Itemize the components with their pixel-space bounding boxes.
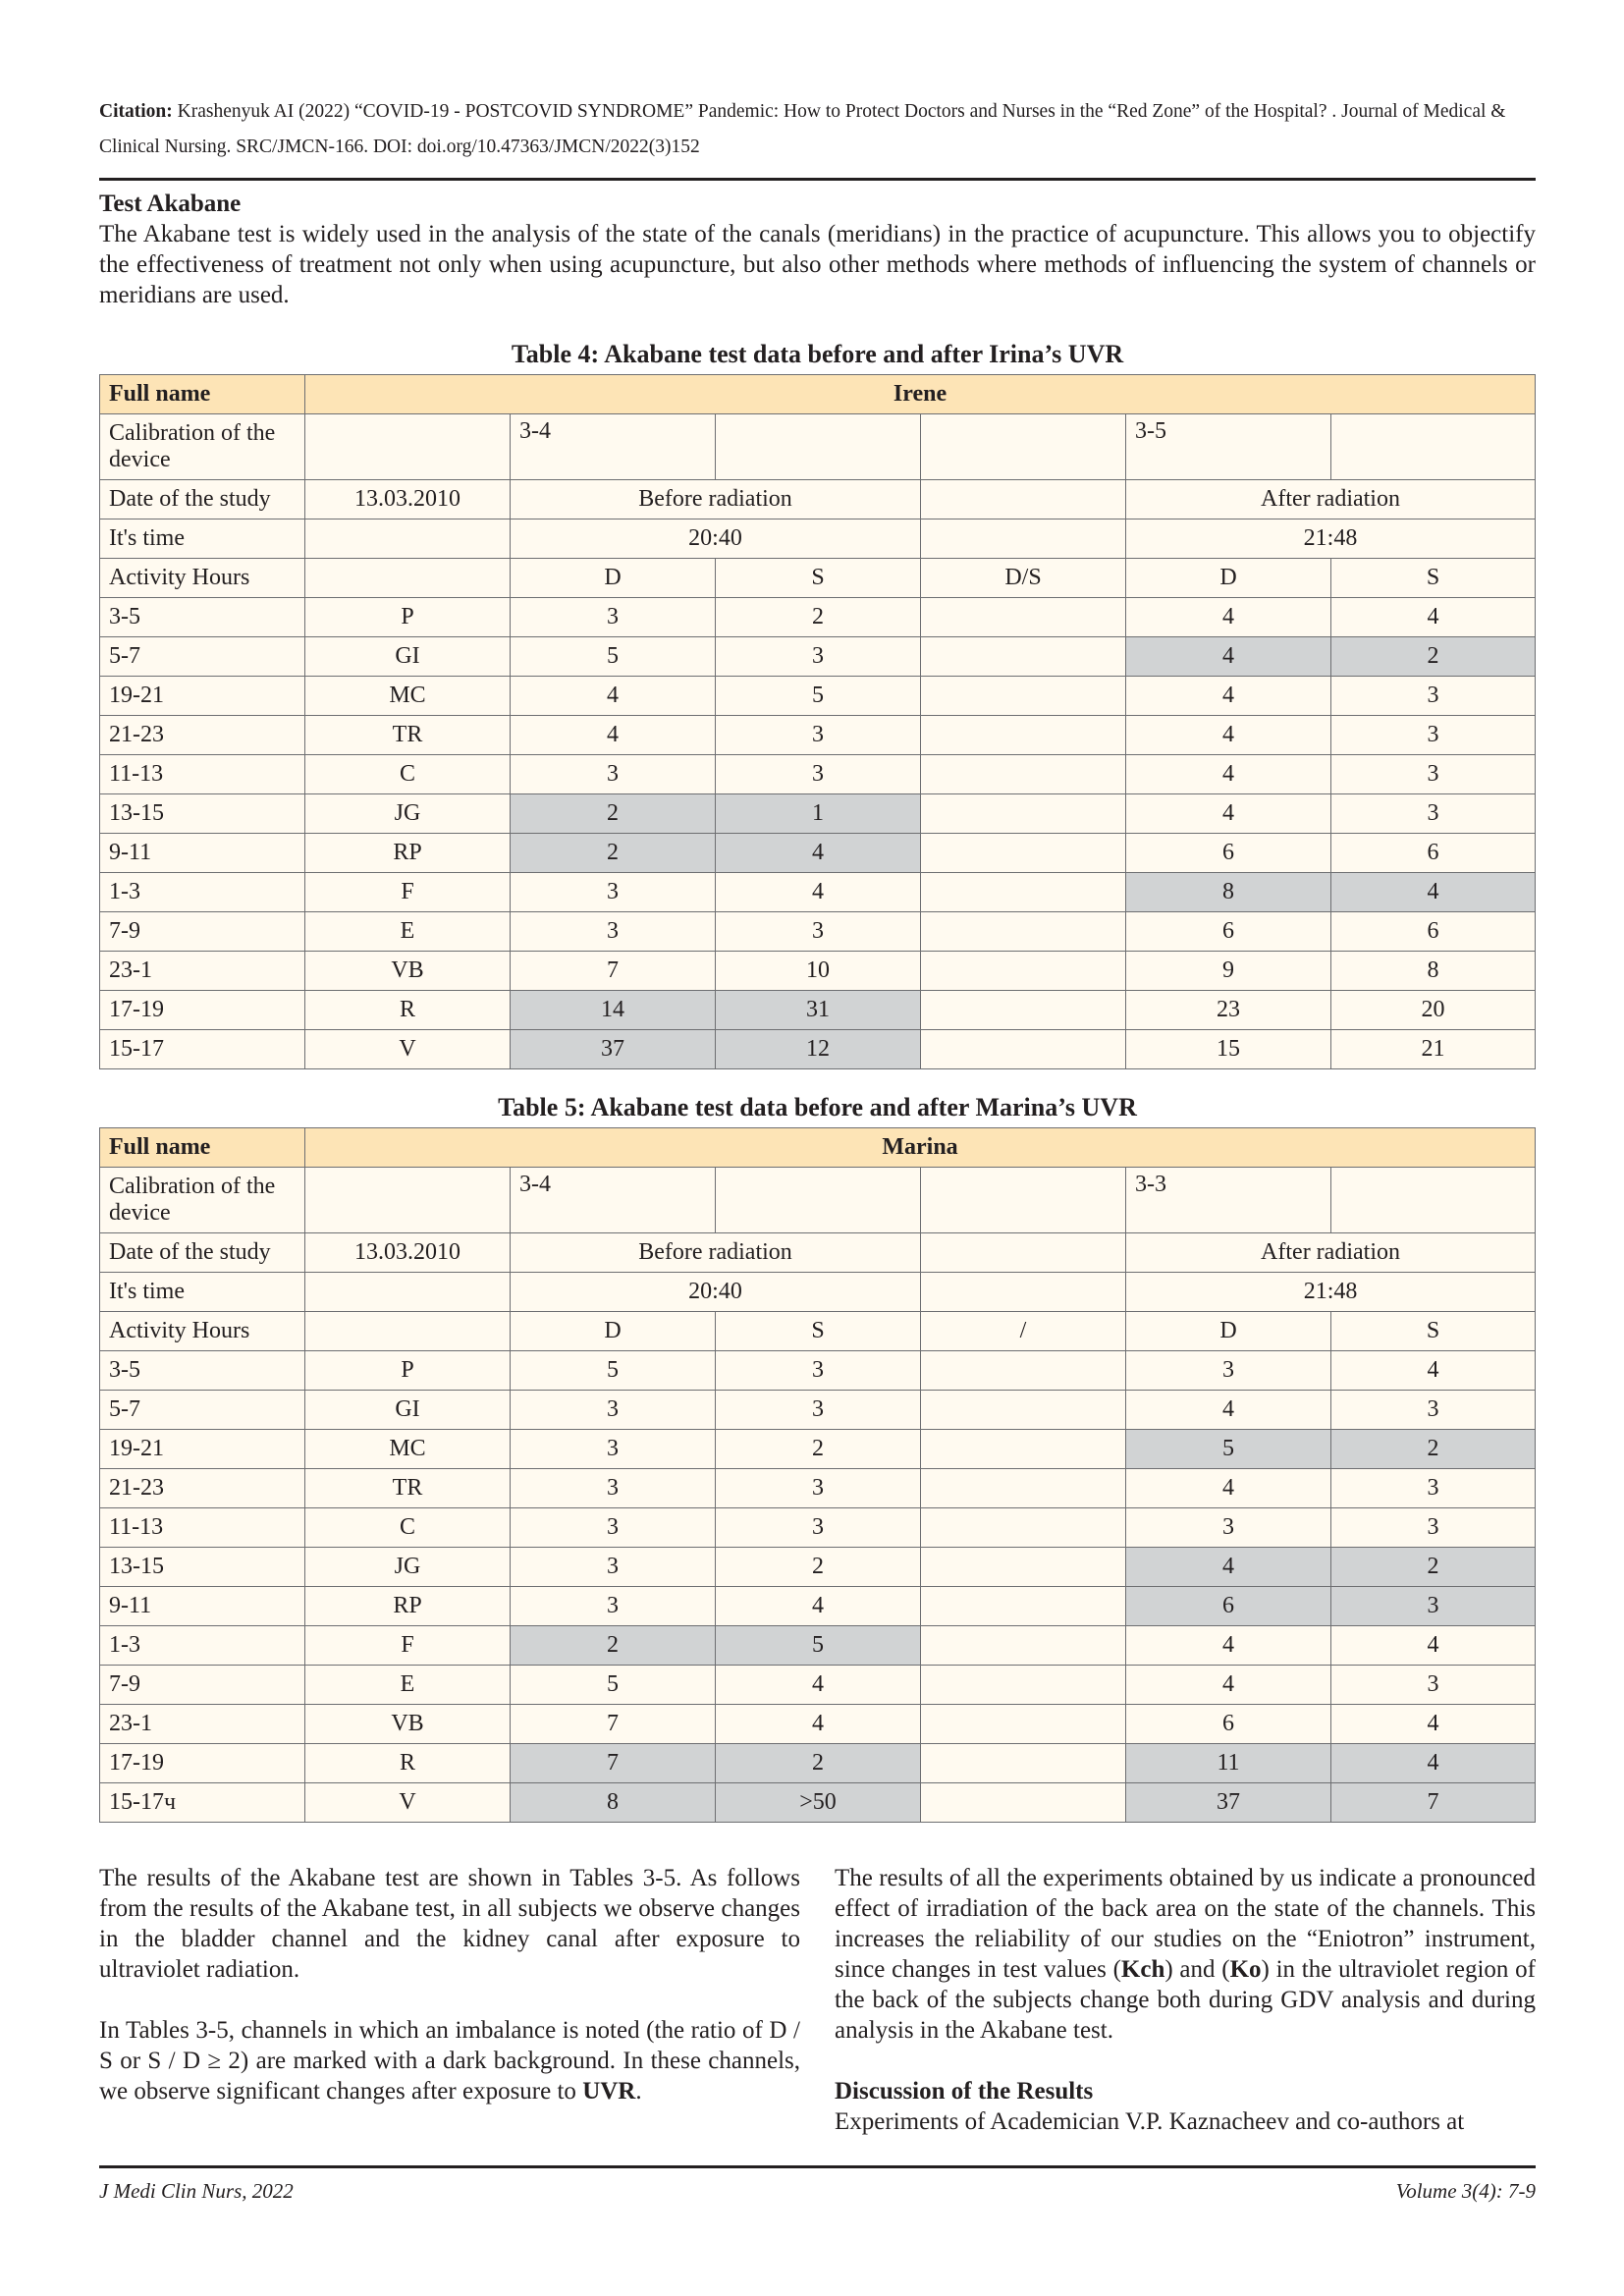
d-before-cell: 3 bbox=[511, 755, 716, 794]
s-before-cell: 10 bbox=[716, 952, 921, 991]
hours-cell: 17-19 bbox=[100, 991, 305, 1030]
d-after-cell: 11 bbox=[1126, 1744, 1331, 1783]
d-after-cell: 4 bbox=[1126, 1626, 1331, 1666]
hours-cell: 15-17 bbox=[100, 1030, 305, 1069]
d-before-cell: 2 bbox=[511, 834, 716, 873]
before-radiation-label: Before radiation bbox=[511, 1233, 921, 1273]
study-date: 13.03.2010 bbox=[305, 480, 511, 519]
channel-cell: E bbox=[305, 912, 511, 952]
date-row bbox=[100, 1233, 1536, 1273]
conclusion-paragraph bbox=[835, 1863, 1536, 2046]
citation-label: Citation: bbox=[99, 101, 173, 122]
calibration-after: 3-5 bbox=[1126, 414, 1331, 480]
imbalance-paragraph bbox=[99, 2015, 800, 2106]
d-before-cell: 7 bbox=[511, 952, 716, 991]
calibration-row bbox=[100, 1168, 1536, 1233]
date-label: Date of the study bbox=[100, 480, 305, 519]
s-after-cell: 4 bbox=[1331, 1705, 1536, 1744]
hours-cell: 19-21 bbox=[100, 677, 305, 716]
s-before-cell: 2 bbox=[716, 1548, 921, 1587]
table-row bbox=[100, 1469, 1536, 1508]
hours-cell: 11-13 bbox=[100, 1508, 305, 1548]
table4-header-row bbox=[100, 375, 1536, 414]
s-before-cell: 2 bbox=[716, 1430, 921, 1469]
d-after-cell: 8 bbox=[1126, 873, 1331, 912]
s-before-cell: 3 bbox=[716, 1469, 921, 1508]
section-title: Test Akabane bbox=[99, 191, 242, 217]
table-row bbox=[100, 1626, 1536, 1666]
channel-cell: TR bbox=[305, 1469, 511, 1508]
channel-cell: F bbox=[305, 1626, 511, 1666]
conclusion-text-b: ) and ( bbox=[1164, 1956, 1230, 1983]
channel-cell: JG bbox=[305, 794, 511, 834]
calibration-label: Calibration of the device bbox=[100, 414, 305, 480]
s-before-cell: 2 bbox=[716, 1744, 921, 1783]
results-paragraph: The results of the Akabane test are shown in Tables 3-5. As follows from the results of the Akabane test, in all subjects we observe changes in the bladder channel and the kidney canal after exposure to ultraviolet radiation. bbox=[99, 1865, 800, 1983]
table-row bbox=[100, 637, 1536, 677]
hours-cell: 5-7 bbox=[100, 637, 305, 677]
channel-cell: V bbox=[305, 1030, 511, 1069]
table-row bbox=[100, 598, 1536, 637]
s-after-cell: 4 bbox=[1331, 873, 1536, 912]
d-before-cell: 3 bbox=[511, 1469, 716, 1508]
hours-cell: 3-5 bbox=[100, 1351, 305, 1391]
full-name-label: Full name bbox=[100, 375, 305, 414]
col-d-before: D bbox=[511, 559, 716, 598]
table-row bbox=[100, 1666, 1536, 1705]
d-before-cell: 3 bbox=[511, 873, 716, 912]
d-before-cell: 5 bbox=[511, 1351, 716, 1391]
d-after-cell: 4 bbox=[1126, 677, 1331, 716]
d-before-cell: 37 bbox=[511, 1030, 716, 1069]
table-row bbox=[100, 1587, 1536, 1626]
channel-cell: RP bbox=[305, 834, 511, 873]
table5 bbox=[99, 1127, 1536, 1823]
s-after-cell: 3 bbox=[1331, 1508, 1536, 1548]
s-after-cell: 4 bbox=[1331, 1351, 1536, 1391]
d-after-cell: 4 bbox=[1126, 1469, 1331, 1508]
table-row bbox=[100, 1351, 1536, 1391]
table-row bbox=[100, 1508, 1536, 1548]
s-after-cell: 3 bbox=[1331, 1469, 1536, 1508]
table-row bbox=[100, 1744, 1536, 1783]
col-s-after: S bbox=[1331, 559, 1536, 598]
s-after-cell: 4 bbox=[1331, 1744, 1536, 1783]
s-before-cell: 3 bbox=[716, 1391, 921, 1430]
col-ds: / bbox=[921, 1312, 1126, 1351]
s-after-cell: 3 bbox=[1331, 677, 1536, 716]
time-label: It's time bbox=[100, 1273, 305, 1312]
discussion-heading: Discussion of the Results bbox=[835, 2078, 1094, 2105]
col-d-after: D bbox=[1126, 559, 1331, 598]
d-before-cell: 8 bbox=[511, 1783, 716, 1823]
s-after-cell: 7 bbox=[1331, 1783, 1536, 1823]
channel-cell: C bbox=[305, 1508, 511, 1548]
table-row bbox=[100, 1030, 1536, 1069]
after-radiation-label: After radiation bbox=[1126, 1233, 1536, 1273]
hours-cell: 23-1 bbox=[100, 1705, 305, 1744]
s-before-cell: >50 bbox=[716, 1783, 921, 1823]
s-before-cell: 5 bbox=[716, 1626, 921, 1666]
hours-cell: 3-5 bbox=[100, 598, 305, 637]
d-after-cell: 4 bbox=[1126, 755, 1331, 794]
d-before-cell: 3 bbox=[511, 1587, 716, 1626]
d-before-cell: 5 bbox=[511, 637, 716, 677]
channel-cell: RP bbox=[305, 1587, 511, 1626]
hours-cell: 17-19 bbox=[100, 1744, 305, 1783]
time-before: 20:40 bbox=[511, 1273, 921, 1312]
intro-section bbox=[99, 189, 1536, 310]
d-after-cell: 4 bbox=[1126, 794, 1331, 834]
left-column bbox=[99, 1863, 800, 2106]
d-before-cell: 7 bbox=[511, 1705, 716, 1744]
channel-cell: VB bbox=[305, 952, 511, 991]
s-before-cell: 4 bbox=[716, 834, 921, 873]
right-column bbox=[835, 1863, 1536, 2137]
after-radiation-label: After radiation bbox=[1126, 480, 1536, 519]
s-after-cell: 3 bbox=[1331, 1666, 1536, 1705]
s-after-cell: 2 bbox=[1331, 1548, 1536, 1587]
hours-cell: 15-17ч bbox=[100, 1783, 305, 1823]
d-after-cell: 3 bbox=[1126, 1508, 1331, 1548]
table-row bbox=[100, 1548, 1536, 1587]
table-row bbox=[100, 716, 1536, 755]
col-s-before: S bbox=[716, 1312, 921, 1351]
full-name-label: Full name bbox=[100, 1128, 305, 1168]
d-after-cell: 6 bbox=[1126, 912, 1331, 952]
channel-cell: P bbox=[305, 598, 511, 637]
calibration-row bbox=[100, 414, 1536, 480]
s-after-cell: 4 bbox=[1331, 598, 1536, 637]
col-s-after: S bbox=[1331, 1312, 1536, 1351]
time-row bbox=[100, 519, 1536, 559]
hours-cell: 21-23 bbox=[100, 1469, 305, 1508]
hours-cell: 7-9 bbox=[100, 912, 305, 952]
s-after-cell: 3 bbox=[1331, 794, 1536, 834]
d-after-cell: 6 bbox=[1126, 1705, 1331, 1744]
channel-cell: E bbox=[305, 1666, 511, 1705]
d-after-cell: 4 bbox=[1126, 598, 1331, 637]
hours-cell: 13-15 bbox=[100, 794, 305, 834]
s-after-cell: 4 bbox=[1331, 1626, 1536, 1666]
s-before-cell: 3 bbox=[716, 637, 921, 677]
s-after-cell: 8 bbox=[1331, 952, 1536, 991]
time-after: 21:48 bbox=[1126, 1273, 1536, 1312]
d-after-cell: 5 bbox=[1126, 1430, 1331, 1469]
hours-cell: 7-9 bbox=[100, 1666, 305, 1705]
col-ds: D/S bbox=[921, 559, 1126, 598]
d-after-cell: 4 bbox=[1126, 716, 1331, 755]
d-before-cell: 3 bbox=[511, 1430, 716, 1469]
uvr-term: UVR bbox=[582, 2078, 636, 2105]
hours-cell: 19-21 bbox=[100, 1430, 305, 1469]
s-after-cell: 21 bbox=[1331, 1030, 1536, 1069]
hours-cell: 1-3 bbox=[100, 1626, 305, 1666]
s-before-cell: 31 bbox=[716, 991, 921, 1030]
d-after-cell: 15 bbox=[1126, 1030, 1331, 1069]
activity-hours-label: Activity Hours bbox=[100, 559, 305, 598]
channel-cell: JG bbox=[305, 1548, 511, 1587]
time-before: 20:40 bbox=[511, 519, 921, 559]
s-before-cell: 4 bbox=[716, 1666, 921, 1705]
table-row bbox=[100, 991, 1536, 1030]
table4-caption: Table 4: Akabane test data before and after Irina’s UVR bbox=[511, 340, 1124, 368]
calibration-before: 3-4 bbox=[511, 414, 716, 480]
before-radiation-label: Before radiation bbox=[511, 480, 921, 519]
d-before-cell: 14 bbox=[511, 991, 716, 1030]
d-after-cell: 4 bbox=[1126, 1666, 1331, 1705]
intro-paragraph: The Akabane test is widely used in the analysis of the state of the canals (meridians) in the practice of acupuncture. This allows you to objectify the effectiveness of treatment not only when using acupuncture, but also other methods where methods of influencing the system of channels or meridians are used. bbox=[99, 221, 1536, 308]
activity-hours-label: Activity Hours bbox=[100, 1312, 305, 1351]
channel-cell: R bbox=[305, 991, 511, 1030]
time-after: 21:48 bbox=[1126, 519, 1536, 559]
col-d-before: D bbox=[511, 1312, 716, 1351]
time-label: It's time bbox=[100, 519, 305, 559]
hours-cell: 21-23 bbox=[100, 716, 305, 755]
s-after-cell: 2 bbox=[1331, 637, 1536, 677]
channel-cell: GI bbox=[305, 1391, 511, 1430]
hours-cell: 11-13 bbox=[100, 755, 305, 794]
s-before-cell: 3 bbox=[716, 912, 921, 952]
imbalance-end: . bbox=[635, 2078, 642, 2105]
citation bbox=[99, 94, 1535, 165]
hours-cell: 13-15 bbox=[100, 1548, 305, 1587]
imbalance-text: In Tables 3-5, channels in which an imbalance is noted (the ratio of D / S or S / D ≥ 2) are marked with a dark background. In these channels, we observe significant changes after exposure to bbox=[99, 2017, 800, 2105]
s-before-cell: 3 bbox=[716, 1508, 921, 1548]
calibration-label: Calibration of the device bbox=[100, 1168, 305, 1233]
d-before-cell: 2 bbox=[511, 1626, 716, 1666]
footer-volume: Volume 3(4): 7-9 bbox=[1395, 2179, 1536, 2203]
table-row bbox=[100, 912, 1536, 952]
channel-cell: C bbox=[305, 755, 511, 794]
d-after-cell: 9 bbox=[1126, 952, 1331, 991]
col-s-before: S bbox=[716, 559, 921, 598]
table5-caption: Table 5: Akabane test data before and after Marina’s UVR bbox=[498, 1093, 1137, 1121]
table5-header-row bbox=[100, 1128, 1536, 1168]
calibration-after: 3-3 bbox=[1126, 1168, 1331, 1233]
d-before-cell: 3 bbox=[511, 912, 716, 952]
s-before-cell: 12 bbox=[716, 1030, 921, 1069]
discussion-paragraph: Experiments of Academician V.P. Kaznacheev and co-authors at bbox=[835, 2108, 1465, 2135]
channel-cell: TR bbox=[305, 716, 511, 755]
study-date: 13.03.2010 bbox=[305, 1233, 511, 1273]
conclusion-text-a: The results of all the experiments obtained by us indicate a pronounced effect of irradiation of the back area on the state of the channels. This increases the reliability of our studies on the “Eniotron” instrument, since changes in test values ( bbox=[835, 1865, 1536, 1983]
ko-term: Ko bbox=[1229, 1956, 1262, 1983]
s-before-cell: 3 bbox=[716, 755, 921, 794]
d-before-cell: 3 bbox=[511, 1391, 716, 1430]
date-row bbox=[100, 480, 1536, 519]
s-after-cell: 3 bbox=[1331, 755, 1536, 794]
subject-name: Marina bbox=[305, 1128, 1536, 1168]
s-before-cell: 5 bbox=[716, 677, 921, 716]
channel-cell: MC bbox=[305, 1430, 511, 1469]
channel-cell: F bbox=[305, 873, 511, 912]
conclusion-text-c: ) in the ultraviolet region of the back of the subjects change both during GDV analysis and during analysis in the Akabane test. bbox=[835, 1956, 1536, 2044]
s-before-cell: 3 bbox=[716, 1351, 921, 1391]
channel-cell: VB bbox=[305, 1705, 511, 1744]
channel-cell: R bbox=[305, 1744, 511, 1783]
time-row bbox=[100, 1273, 1536, 1312]
table-row bbox=[100, 755, 1536, 794]
s-before-cell: 1 bbox=[716, 794, 921, 834]
s-before-cell: 2 bbox=[716, 598, 921, 637]
citation-text: Krashenyuk AI (2022) “COVID-19 - POSTCOVID SYNDROME” Pandemic: How to Protect Doctors and Nurses in the “Red Zone” of the Hospital? . Journal of Medical & Clinical Nursing. SRC/JMCN-166. DOI: doi.org/10.47363/JMCN/2022(3)152 bbox=[99, 101, 1506, 157]
d-before-cell: 2 bbox=[511, 794, 716, 834]
table-row bbox=[100, 794, 1536, 834]
table-row bbox=[100, 677, 1536, 716]
d-after-cell: 4 bbox=[1126, 1391, 1331, 1430]
d-after-cell: 4 bbox=[1126, 637, 1331, 677]
footer-rule bbox=[99, 2165, 1536, 2168]
table-row bbox=[100, 873, 1536, 912]
d-before-cell: 3 bbox=[511, 598, 716, 637]
date-label: Date of the study bbox=[100, 1233, 305, 1273]
s-after-cell: 6 bbox=[1331, 834, 1536, 873]
hours-cell: 1-3 bbox=[100, 873, 305, 912]
table-row bbox=[100, 1391, 1536, 1430]
s-after-cell: 20 bbox=[1331, 991, 1536, 1030]
d-before-cell: 4 bbox=[511, 677, 716, 716]
channel-cell: V bbox=[305, 1783, 511, 1823]
d-after-cell: 23 bbox=[1126, 991, 1331, 1030]
d-after-cell: 37 bbox=[1126, 1783, 1331, 1823]
s-before-cell: 4 bbox=[716, 873, 921, 912]
s-before-cell: 3 bbox=[716, 716, 921, 755]
d-before-cell: 3 bbox=[511, 1548, 716, 1587]
col-d-after: D bbox=[1126, 1312, 1331, 1351]
calibration-before: 3-4 bbox=[511, 1168, 716, 1233]
s-after-cell: 6 bbox=[1331, 912, 1536, 952]
d-before-cell: 4 bbox=[511, 716, 716, 755]
column-header-row bbox=[100, 1312, 1536, 1351]
d-after-cell: 6 bbox=[1126, 1587, 1331, 1626]
channel-cell: GI bbox=[305, 637, 511, 677]
d-after-cell: 4 bbox=[1126, 1548, 1331, 1587]
hours-cell: 9-11 bbox=[100, 1587, 305, 1626]
hours-cell: 23-1 bbox=[100, 952, 305, 991]
d-before-cell: 5 bbox=[511, 1666, 716, 1705]
table-row bbox=[100, 1430, 1536, 1469]
column-header-row bbox=[100, 559, 1536, 598]
hours-cell: 9-11 bbox=[100, 834, 305, 873]
s-after-cell: 3 bbox=[1331, 1391, 1536, 1430]
d-after-cell: 3 bbox=[1126, 1351, 1331, 1391]
channel-cell: MC bbox=[305, 677, 511, 716]
channel-cell: P bbox=[305, 1351, 511, 1391]
d-before-cell: 7 bbox=[511, 1744, 716, 1783]
s-after-cell: 3 bbox=[1331, 716, 1536, 755]
kch-term: Kch bbox=[1120, 1956, 1165, 1983]
subject-name: Irene bbox=[305, 375, 1536, 414]
table-row bbox=[100, 952, 1536, 991]
s-after-cell: 2 bbox=[1331, 1430, 1536, 1469]
d-after-cell: 6 bbox=[1126, 834, 1331, 873]
s-after-cell: 3 bbox=[1331, 1587, 1536, 1626]
s-before-cell: 4 bbox=[716, 1587, 921, 1626]
table-row bbox=[100, 1705, 1536, 1744]
hours-cell: 5-7 bbox=[100, 1391, 305, 1430]
footer-journal: J Medi Clin Nurs, 2022 bbox=[99, 2179, 294, 2203]
d-before-cell: 3 bbox=[511, 1508, 716, 1548]
table4 bbox=[99, 374, 1536, 1069]
table-row bbox=[100, 1783, 1536, 1823]
table-row bbox=[100, 834, 1536, 873]
header-rule bbox=[99, 178, 1536, 181]
s-before-cell: 4 bbox=[716, 1705, 921, 1744]
